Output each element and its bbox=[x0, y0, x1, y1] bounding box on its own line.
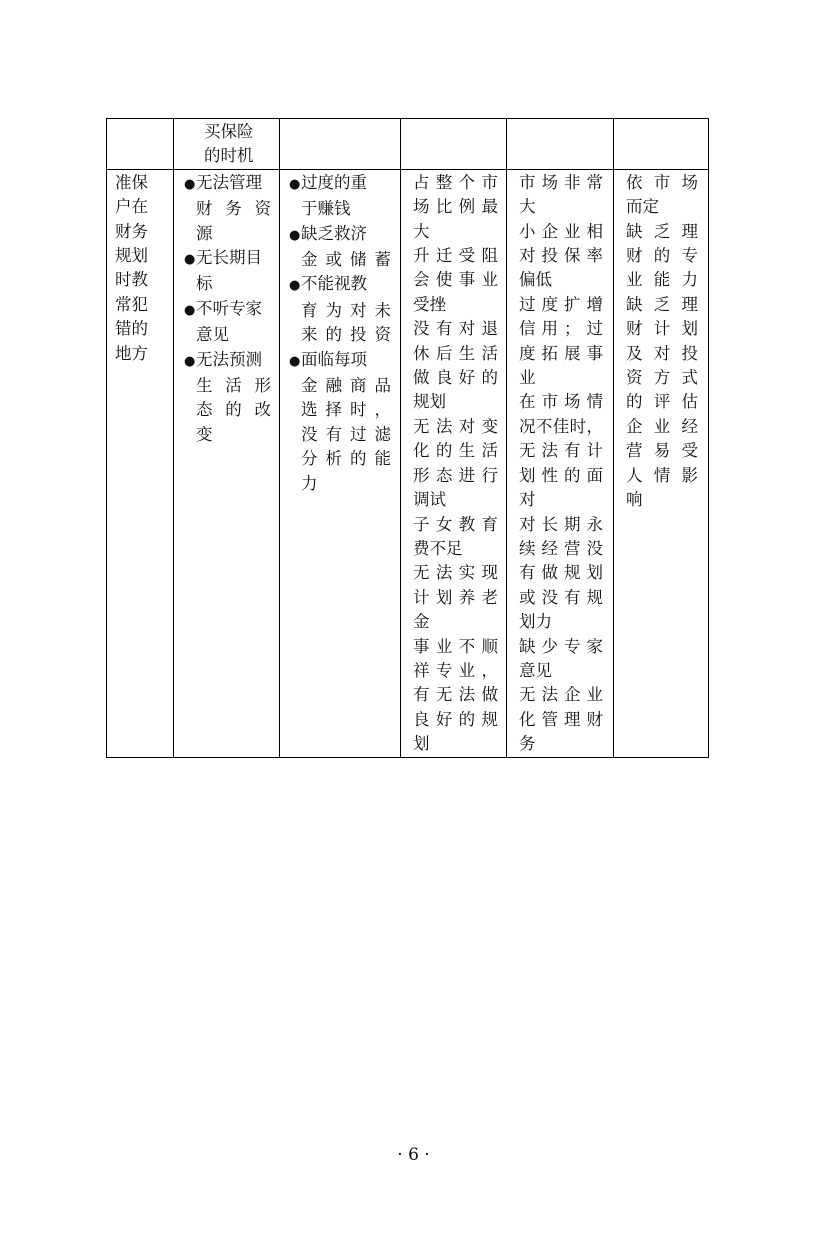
cell-text-line: 地方 bbox=[115, 343, 148, 363]
bullet-first-line bbox=[184, 246, 271, 272]
cell-text-line: 形态进行 bbox=[413, 465, 498, 485]
cell-text-line: 分析的能 bbox=[301, 449, 391, 469]
cell-text-line: 买保险 bbox=[204, 122, 254, 141]
cell-text-line: 财的专 bbox=[626, 246, 698, 266]
cell-text-line: 力 bbox=[301, 473, 318, 493]
bullet-first-line bbox=[289, 222, 391, 248]
bullet-dot-icon: ● bbox=[184, 252, 196, 268]
cell-text-line: 金 bbox=[413, 612, 430, 632]
cell-text-line: 况不佳时， bbox=[519, 416, 603, 436]
cell-text-line: 没有过滤 bbox=[301, 424, 391, 444]
bullet-item bbox=[184, 297, 271, 348]
bullet-first-line bbox=[289, 171, 391, 197]
cell-text-line: 休后生活 bbox=[413, 343, 498, 363]
bullet-item bbox=[184, 171, 271, 246]
table-cell bbox=[174, 119, 280, 170]
cell-text-line: 良好的规 bbox=[413, 709, 498, 729]
cell-text-line: 务 bbox=[519, 734, 536, 754]
bullet-dot-icon: ● bbox=[289, 278, 301, 294]
cell-text-line: 无长期目 bbox=[196, 248, 262, 268]
cell-text-line: 缺少专家 bbox=[519, 636, 603, 656]
content-table bbox=[106, 118, 709, 758]
cell-text-line: 过度扩增 bbox=[519, 294, 603, 314]
table-cell bbox=[614, 119, 709, 170]
bullet-dot-icon: ● bbox=[184, 302, 196, 318]
cell-text-line: 的时机 bbox=[204, 146, 254, 166]
bullet-dot-icon: ● bbox=[184, 353, 196, 369]
cell-text-line: 划 bbox=[413, 734, 430, 754]
table-cell-customer-type bbox=[107, 169, 174, 757]
cell-text-line: 度拓展事 bbox=[519, 343, 603, 363]
cell-text-line: 生活形 bbox=[196, 376, 271, 396]
bullet-item bbox=[184, 246, 271, 297]
cell-text-line: 财务资 bbox=[196, 199, 271, 219]
cell-text-line: 而定 bbox=[626, 197, 659, 217]
bullet-dot-icon: ● bbox=[289, 227, 301, 243]
bullet-item bbox=[184, 348, 271, 448]
cell-text-line: 常犯 bbox=[115, 294, 148, 314]
cell-text-line: 计划养老 bbox=[413, 587, 498, 607]
cell-text-line: 不听专家 bbox=[196, 298, 262, 318]
cell-text-line: 规划 bbox=[413, 392, 446, 412]
cell-text-line: 缺乏理 bbox=[626, 294, 698, 314]
cell-text-line: 事业不顺 bbox=[413, 636, 498, 656]
cell-text-line: 市场非常 bbox=[519, 172, 603, 192]
cell-text-line: 费不足 bbox=[413, 538, 463, 558]
cell-text-line: 无法实现 bbox=[413, 563, 498, 583]
cell-text-line: 续经营没 bbox=[519, 538, 603, 558]
cell-text-line: 不能视教 bbox=[301, 274, 367, 294]
cell-text-line: 准保 bbox=[115, 172, 148, 192]
cell-text-line: 企业经 bbox=[626, 416, 698, 436]
cell-text-line: 资方式 bbox=[626, 368, 698, 388]
bullet-first-line bbox=[289, 272, 391, 298]
cell-text-line: 有无法做 bbox=[413, 685, 498, 705]
cell-text-line: 金或储蓄 bbox=[301, 250, 391, 270]
cell-text-line: 信用；过 bbox=[519, 319, 603, 339]
table-cell bbox=[401, 119, 507, 170]
cell-text-line: 无法企业 bbox=[519, 685, 603, 705]
cell-text-line: 财计划 bbox=[626, 319, 698, 339]
cell-text-line: 会使事业 bbox=[413, 270, 498, 290]
cell-text-line: 升迁受阻 bbox=[413, 246, 498, 266]
bullet-first-line bbox=[184, 171, 271, 197]
table-cell-text bbox=[614, 169, 709, 757]
bullet-item bbox=[289, 171, 391, 222]
bullet-dot-icon: ● bbox=[289, 176, 301, 192]
cell-text-line: 子女教育 bbox=[413, 514, 498, 534]
cell-text-line: 规划 bbox=[115, 246, 148, 266]
bullet-first-line bbox=[184, 297, 271, 323]
cell-text-line: 占整个市 bbox=[413, 172, 498, 192]
cell-text-line: 响 bbox=[626, 490, 643, 510]
cell-text-line: 错的 bbox=[115, 319, 148, 339]
cell-text-line: 大 bbox=[519, 197, 536, 217]
cell-text-line: 标 bbox=[196, 274, 213, 294]
cell-text-line: 选择时， bbox=[301, 400, 391, 420]
cell-text-line: 意见 bbox=[196, 325, 229, 345]
table-row bbox=[107, 169, 709, 757]
cell-text-line: 育为对未 bbox=[301, 300, 391, 320]
cell-text-line: 对长期永 bbox=[519, 514, 603, 534]
cell-text-line: 无法对变 bbox=[413, 416, 498, 436]
cell-text-line: 在市场情 bbox=[519, 392, 603, 412]
cell-text-line: 祥专业， bbox=[413, 660, 498, 680]
cell-text-line: 缺乏救济 bbox=[301, 223, 367, 243]
cell-text-line: 源 bbox=[196, 223, 213, 243]
cell-text-line: 过度的重 bbox=[301, 172, 367, 192]
table-cell-bullets bbox=[174, 169, 280, 757]
cell-text-line: 化的生活 bbox=[413, 441, 498, 461]
cell-text-line: 人情影 bbox=[626, 465, 698, 485]
table-cell bbox=[280, 119, 401, 170]
cell-text-line: 业能力 bbox=[626, 270, 698, 290]
bullet-dot-icon: ● bbox=[289, 353, 301, 369]
cell-text-line: 受挫 bbox=[413, 294, 446, 314]
cell-text-line: 面临每项 bbox=[301, 349, 367, 369]
bullet-dot-icon: ● bbox=[184, 176, 196, 192]
bullet-item bbox=[289, 222, 391, 273]
cell-text-line: 化管理财 bbox=[519, 709, 603, 729]
cell-text-line: 调试 bbox=[413, 490, 446, 510]
bullet-first-line bbox=[184, 348, 271, 374]
cell-text-line: 缺乏理 bbox=[626, 221, 698, 241]
cell-text-line: 无法有计 bbox=[519, 441, 603, 461]
cell-text-line: 做良好的 bbox=[413, 368, 498, 388]
cell-text-line: 对 bbox=[519, 490, 536, 510]
cell-text-line: 业 bbox=[519, 368, 536, 388]
cell-text-line: 金融商品 bbox=[301, 376, 391, 396]
table-cell-bullets bbox=[280, 169, 401, 757]
cell-text-line: 户在 bbox=[115, 197, 148, 217]
table-cell bbox=[507, 119, 614, 170]
cell-text-line: 财务 bbox=[115, 221, 148, 241]
cell-text-line: 无法预测 bbox=[196, 349, 262, 369]
table-cell bbox=[107, 119, 174, 170]
cell-text-line: 没有对退 bbox=[413, 319, 498, 339]
table-cell-text bbox=[401, 169, 507, 757]
cell-text-line: 态的改 bbox=[196, 400, 271, 420]
cell-text-line: 无法管理 bbox=[196, 172, 262, 192]
cell-text-line: 偏低 bbox=[519, 270, 552, 290]
cell-text-line: 及对投 bbox=[626, 343, 698, 363]
cell-text-line: 营易受 bbox=[626, 441, 698, 461]
cell-text-line: 来的投资 bbox=[301, 325, 391, 345]
page-number: · 6 · bbox=[397, 1145, 430, 1165]
cell-text-line: 或没有规 bbox=[519, 587, 603, 607]
bullet-item bbox=[289, 348, 391, 496]
bullet-first-line bbox=[289, 348, 391, 374]
cell-text-line: 划性的面 bbox=[519, 465, 603, 485]
cell-text-line: 于赚钱 bbox=[301, 199, 351, 219]
cell-text-line: 变 bbox=[196, 424, 213, 444]
bullet-item bbox=[289, 272, 391, 347]
cell-text-line: 小企业相 bbox=[519, 221, 603, 241]
cell-text-line: 对投保率 bbox=[519, 246, 603, 266]
cell-text-line: 时教 bbox=[115, 270, 148, 290]
cell-text-line: 场比例最 bbox=[413, 197, 498, 217]
cell-text-line: 的评估 bbox=[626, 392, 698, 412]
cell-text-line: 有做规划 bbox=[519, 563, 603, 583]
table-row-continued bbox=[107, 119, 709, 170]
table-cell-text bbox=[507, 169, 614, 757]
cell-text-line: 大 bbox=[413, 221, 430, 241]
cell-text-line: 划力 bbox=[519, 612, 552, 632]
cell-text-line: 意见 bbox=[519, 660, 552, 680]
cell-text-line: 依市场 bbox=[626, 172, 698, 192]
